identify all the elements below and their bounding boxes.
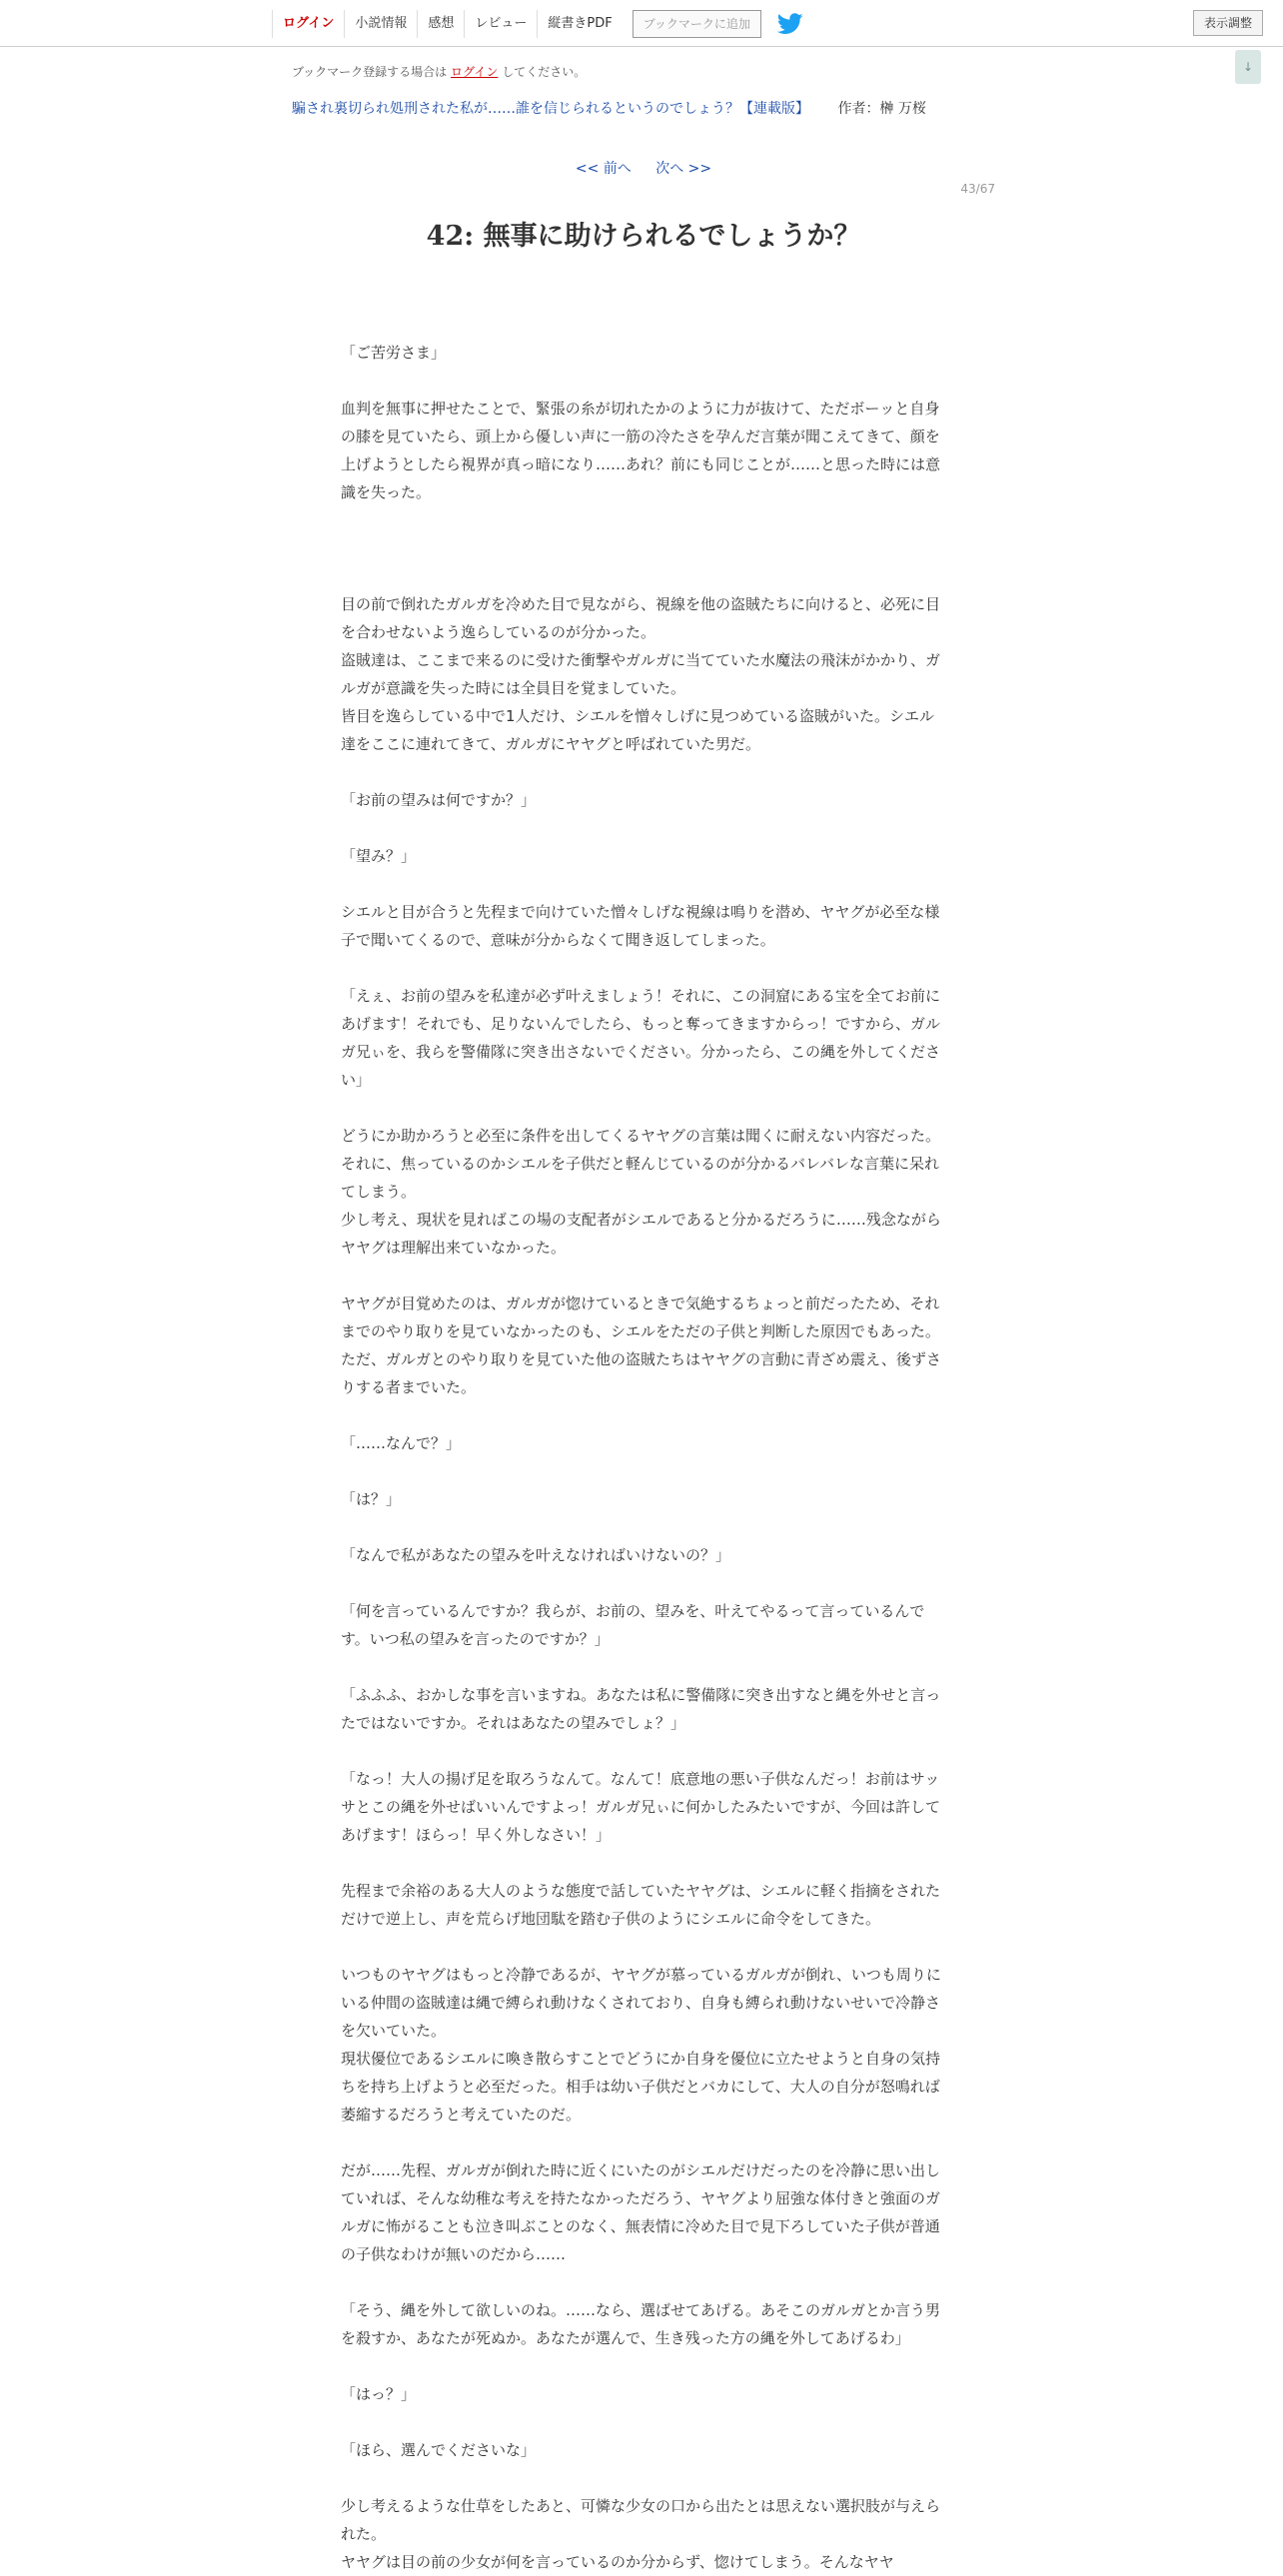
body-paragraph — [341, 506, 942, 534]
body-paragraph — [341, 1457, 942, 1485]
top-navigation-bar — [0, 0, 1283, 47]
body-paragraph — [341, 954, 942, 982]
body-paragraph — [341, 1653, 942, 1681]
body-paragraph — [341, 1569, 942, 1597]
body-paragraph — [341, 311, 942, 339]
body-paragraph — [341, 367, 942, 395]
body-paragraph: ヤヤグは目の前の少女が何を言っているのか分からず、惚けてしまう。そんなヤヤ — [341, 2553, 894, 2571]
body-paragraph: どうにか助かろうと必至に条件を出してくるヤヤグの言葉は聞くに耐えない内容だった。それに、焦っているのかシエルを子供だと軽んじているのが分かるバレバレな言葉に呆れてしまう。 — [341, 1127, 941, 1201]
body-paragraph — [341, 2464, 942, 2492]
body-paragraph — [341, 1262, 942, 1289]
body-paragraph: 血判を無事に押せたことで、緊張の糸が切れたかのように力が抜けて、ただボーッと自身の膝を見ていたら、頭上から優しい声に一筋の冷たさを孕んだ言葉が聞こえてきて、顔を上げようとしたら視界が真っ暗になり……あれ？前にも同じことが……と思った時には意識を失った。 — [341, 400, 941, 501]
add-bookmark-button[interactable]: ブックマークに追加 — [633, 10, 761, 38]
nav-novel-info-link[interactable]: 小説情報 — [344, 10, 417, 38]
display-settings-button[interactable]: 表示調整 — [1193, 10, 1263, 36]
body-paragraph — [341, 562, 942, 590]
body-paragraph — [341, 1933, 942, 1961]
body-paragraph — [341, 2352, 942, 2380]
twitter-bird-icon — [777, 13, 803, 35]
body-paragraph: 少し考え、現状を見ればこの場の支配者がシエルであると分かるだろうに……残念ながらヤヤグは理解出来ていなかった。 — [341, 1211, 941, 1257]
arrow-down-icon: ↓ — [1242, 60, 1254, 74]
body-paragraph: 「そう、縄を外して欲しいのね。……なら、選ばせてあげる。あそこのガルガとか言う男を殺すか、あなたが死ぬか。あなたが選んで、生き残った方の縄を外してあげるわ」 — [341, 2301, 941, 2347]
body-paragraph — [341, 2408, 942, 2436]
body-paragraph: 盗賊達は、ここまで来るのに受けた衝撃やガルガに当てていた水魔法の飛沫がかかり、ガルガが意識を失った時には全員目を覚ましていた。 — [341, 651, 941, 697]
bookmark-notice-login-link[interactable]: ログイン — [451, 65, 499, 79]
body-paragraph: 現状優位であるシエルに喚き散らすことでどうにか自身を優位に立たせようと自身の気持ちを持ち上げようと必至だった。相手は幼い子供だとバカにして、大人の自分が怒鳴れば萎縮するだろうと考えていたのだ。 — [341, 2050, 941, 2124]
top-nav — [272, 10, 805, 38]
body-paragraph: 「ほら、選んでくださいな」 — [341, 2441, 537, 2459]
body-paragraph: 「なっ！大人の揚げ足を取ろうなんて。なんて！底意地の悪い子供なんだっ！お前はサッサとこの縄を外せばいいんですよっ！ガルガ兄ぃに何かしたみたいですが、今回は許してあげます！ほらっ！早く外しなさい！」 — [341, 1770, 941, 1844]
body-paragraph — [341, 758, 942, 786]
nav-login-link[interactable]: ログイン — [272, 10, 344, 38]
author-name: 作者：榊 万桜 — [837, 101, 926, 117]
body-paragraph: 「……なんで？」 — [341, 1434, 462, 1452]
chapter-body — [341, 311, 942, 2576]
body-paragraph — [341, 814, 942, 842]
novel-title-link[interactable]: 騙され裏切られ処刑された私が……誰を信じられるというのでしょう？【連載版】 — [292, 101, 809, 117]
chapter-counter: 43/67 — [960, 182, 995, 196]
body-paragraph: 先程まで余裕のある大人のような態度で話していたヤヤグは、シエルに軽く指摘をされただけで逆上し、声を荒らげ地団駄を踏む子供のようにシエルに命令をしてきた。 — [341, 1882, 941, 1928]
body-paragraph: 「はっ？」 — [341, 2385, 417, 2403]
nav-impressions-link[interactable]: 感想 — [417, 10, 464, 38]
body-paragraph — [341, 1513, 942, 1541]
body-paragraph: だが……先程、ガルガが倒れた時に近くにいたのがシエルだけだったのを冷静に思い出していれば、そんな幼稚な考えを持たなかっただろう、ヤヤグより屈強な体付きと強面のガルガに怖がることも泣き叫ぶことのなく、無表情に冷めた目で見下ろしていた子供が普通の子供なわけが無いのだから…… — [341, 2161, 941, 2263]
body-paragraph — [341, 870, 942, 898]
bookmark-login-notice — [292, 63, 586, 80]
prev-chapter-link[interactable]: << 前へ — [575, 161, 632, 177]
twitter-share-button[interactable] — [777, 10, 805, 38]
body-paragraph: シエルと目が合うと先程まで向けていた憎々しげな視線は鳴りを潜め、ヤヤグが必至な様子で聞いてくるので、意味が分からなくて聞き返してしまった。 — [341, 903, 940, 949]
bookmark-notice-suffix: してください。 — [502, 65, 587, 79]
body-paragraph — [341, 1737, 942, 1765]
body-paragraph — [341, 2268, 942, 2296]
body-paragraph — [341, 2129, 942, 2156]
body-paragraph: 皆目を逸らしている中で1人だけ、シエルを憎々しげに見つめている盗賊がいた。シエル達をここに連れてきて、ガルガにヤヤグと呼ばれていた男だ。 — [341, 707, 934, 753]
body-paragraph: 目の前で倒れたガルガを冷めた目で見ながら、視線を他の盗賊たちに向けると、必死に目を合わせないよう逸らしているのが分かった。 — [341, 595, 941, 641]
next-chapter-link[interactable]: 次へ >> — [655, 161, 712, 177]
body-paragraph — [341, 534, 942, 562]
body-paragraph: 「お前の望みは何ですか？」 — [341, 791, 537, 809]
body-paragraph — [341, 1401, 942, 1429]
novel-title-row — [292, 98, 995, 118]
body-paragraph: ヤヤグが目覚めたのは、ガルガが惚けているときで気絶するちょっと前だったため、それまでのやり取りを見ていなかったのも、シエルをただの子供と判断した原因でもあった。ただ、ガルガとのやり取りを見ていた他の盗賊たちはヤヤグの言動に青ざめ震え、後ずさりする者までいた。 — [341, 1294, 941, 1396]
body-paragraph: 「えぇ、お前の望みを私達が必ず叶えましょう！それに、この洞窟にある宝を全てお前にあげます！それでも、足りないんでしたら、もっと奪ってきますからっ！ですから、ガルガ兄ぃを、我らを警備隊に突き出さないでください。分かったら、この縄を外してください」 — [341, 987, 941, 1089]
body-paragraph: 「ご苦労さま」 — [341, 344, 447, 362]
body-paragraph: 「なんで私があなたの望みを叶えなければいけないの？」 — [341, 1546, 731, 1564]
body-paragraph: 「ふふふ、おかしな事を言いますね。あなたは私に警備隊に突き出すなと縄を外せと言ったではないですか。それはあなたの望みでしょ？」 — [341, 1686, 941, 1732]
nav-vertical-pdf-link[interactable]: 縦書きPDF — [537, 10, 622, 38]
body-paragraph: 少し考えるような仕草をしたあと、可憐な少女の口から出たとは思えない選択肢が与えられた。 — [341, 2497, 941, 2543]
page-down-button[interactable] — [1235, 50, 1261, 84]
chapter-pager — [292, 158, 995, 178]
body-paragraph — [341, 1849, 942, 1877]
bookmark-notice-prefix: ブックマーク登録する場合は — [292, 65, 448, 79]
body-paragraph: 「望み？」 — [341, 847, 417, 865]
body-paragraph: いつものヤヤグはもっと冷静であるが、ヤヤグが慕っているガルガが倒れ、いつも周りにいる仲間の盗賊達は縄で縛られ動けなくされており、自身も縛られ動けないせいで冷静さを欠いていた。 — [341, 1966, 941, 2040]
body-paragraph: 「は？」 — [341, 1490, 402, 1508]
body-paragraph: 「何を言っているんですか？我らが、お前の、望みを、叶えてやるって言っているんです。いつ私の望みを言ったのですか？」 — [341, 1602, 925, 1648]
chapter-title: 42: 無事に助けられるでしょうか？ — [426, 221, 861, 252]
body-paragraph — [341, 1094, 942, 1122]
nav-review-link[interactable]: レビュー — [464, 10, 537, 38]
